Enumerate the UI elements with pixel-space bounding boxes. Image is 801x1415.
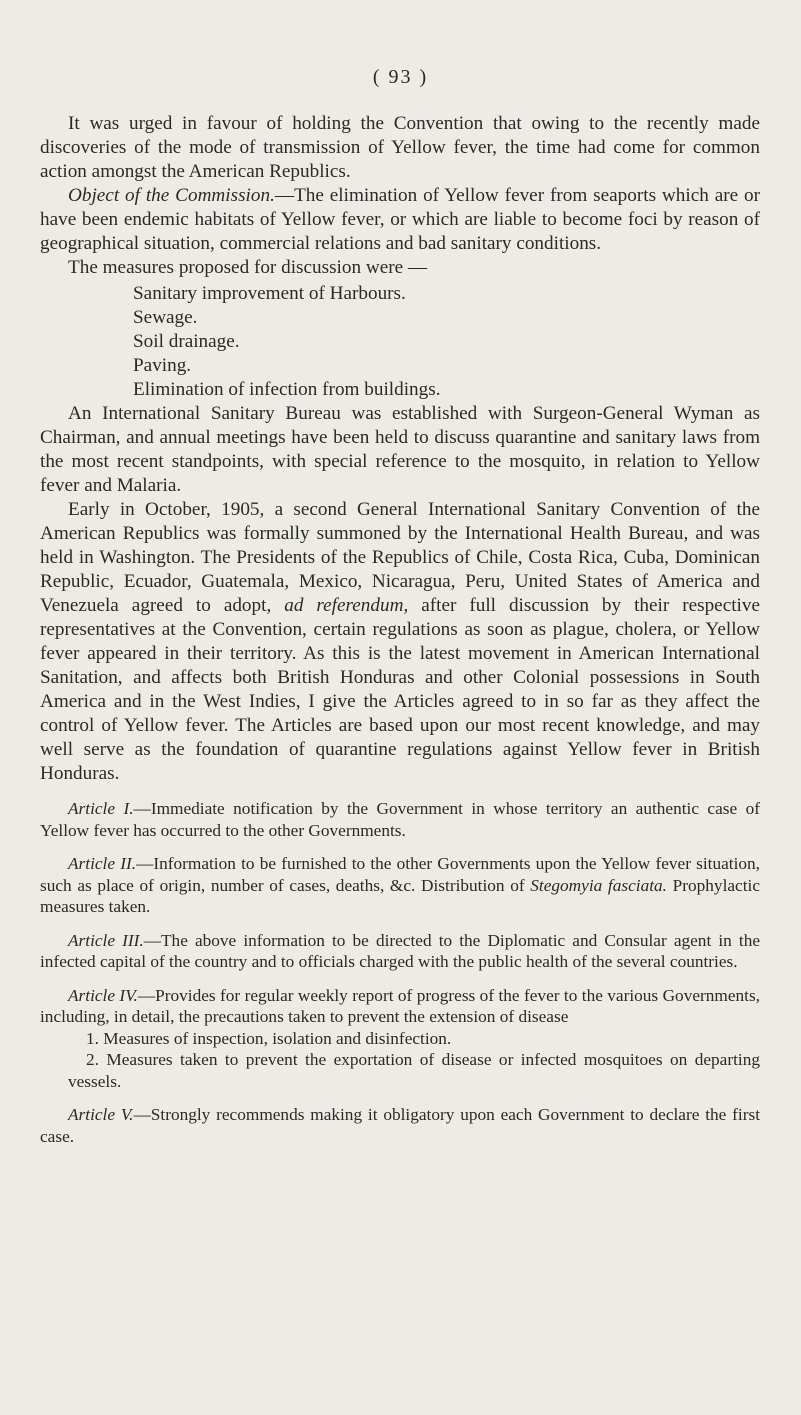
body-text (40, 112, 760, 1159)
list-item: Soil drainage. (133, 331, 240, 352)
article-4-subitems (40, 1028, 760, 1093)
measures-list (133, 282, 760, 402)
article-label: Article II. (68, 854, 137, 873)
object-text: —The elimination of Yellow fever from seaports which are or have been endemic habitats of Yellow fever, or which are liable to become foci by reason of geographical situation, commercial relations and bad sanitary conditions. (40, 185, 760, 254)
page-number: ( 93 ) (372, 66, 429, 88)
article-3 (40, 930, 760, 973)
list-item: Sanitary improvement of Harbours. (133, 283, 406, 304)
article-text: —Strongly recommends making it obligatory upon each Government to declare the first case. (40, 1105, 760, 1146)
article-label: Article I. (68, 799, 134, 818)
paragraph-convention: It was urged in favour of holding the Convention that owing to the recently made discoveries of the mode of transmission of Yellow fever, the time had come for common action amongst the American Republics. (40, 113, 760, 182)
article-label: Article IV. (68, 985, 138, 1005)
species-name: Stegomyia fasciata. (530, 875, 667, 895)
list-item: Elimination of infection from buildings. (133, 379, 441, 400)
articles-section (40, 798, 760, 1147)
paragraph-measures-intro: The measures proposed for discussion were — (68, 257, 428, 278)
subitem-1: 1. Measures of inspection, isolation and disinfection. (86, 1028, 452, 1048)
paragraph-object (40, 184, 760, 256)
article-label: Article III. (68, 930, 144, 950)
article-4 (40, 985, 760, 1028)
article-text: —The above information to be directed to the Diplomatic and Consular agent in the infected capital of the country and to officials charged with the public health of the several countries. (40, 930, 760, 971)
article-label: Article V. (68, 1105, 134, 1124)
object-heading: Object of the Commission. (68, 185, 275, 206)
article-text: —Provides for regular weekly report of progress of the fever to the various Governments, including, in detail, the precautions taken to prevent the extension of disease (40, 985, 760, 1026)
article-text: Prophylactic measures taken. (40, 875, 760, 916)
ad-referendum: ad referendum (284, 595, 404, 616)
subitem-2: 2. Measures taken to prevent the exportation of disease or infected mosquitoes on departing vessels. (68, 1050, 760, 1091)
convention-text-a: Early in October, 1905, a second General International Sanitary Convention of the American Republics was formally summoned by the International Health Bureau, and was held in Washington. The Presidents of the Republics of Chile, Costa Rica, Cuba, Dominican Republic, Ecuador, Guatemala, Mexico, Nicaragua, Peru, United States of America and Venezuela agreed to adopt, (40, 499, 760, 616)
article-text: —Information to be furnished to the other Governments upon the Yellow fever situation, such as place of origin, number of cases, deaths, &c. Distribution of (40, 854, 760, 895)
list-item: Paving. (133, 355, 192, 376)
convention-text-b: , after full discussion by their respective representatives at the Convention, certain regulations as soon as plague, cholera, or Yellow fever appeared in their territory. As this is the latest movement in American International Sanitation, and affects both British Honduras and other Colonial possessions in South America and in the West Indies, I give the Articles agreed to in so far as they affect the control of Yellow fever. The Articles are based upon our most recent knowledge, and may well serve as the foundation of quarantine regulations against Yellow fever in British Honduras. (40, 595, 760, 784)
list-item: Sewage. (133, 307, 198, 328)
article-1 (40, 798, 760, 841)
article-5 (40, 1104, 760, 1147)
paragraph-bureau: An International Sanitary Bureau was established with Surgeon-General Wyman as Chairman, and annual meetings have been held to discuss quarantine and sanitary laws from the most recent standpoints, with special reference to the mosquito, in relation to Yellow fever and Malaria. (40, 403, 760, 496)
article-2 (40, 853, 760, 918)
article-text: —Immediate notification by the Government in whose territory an authentic case of Yellow fever has occurred to the other Governments. (40, 799, 760, 840)
paragraph-second-convention (40, 498, 760, 786)
